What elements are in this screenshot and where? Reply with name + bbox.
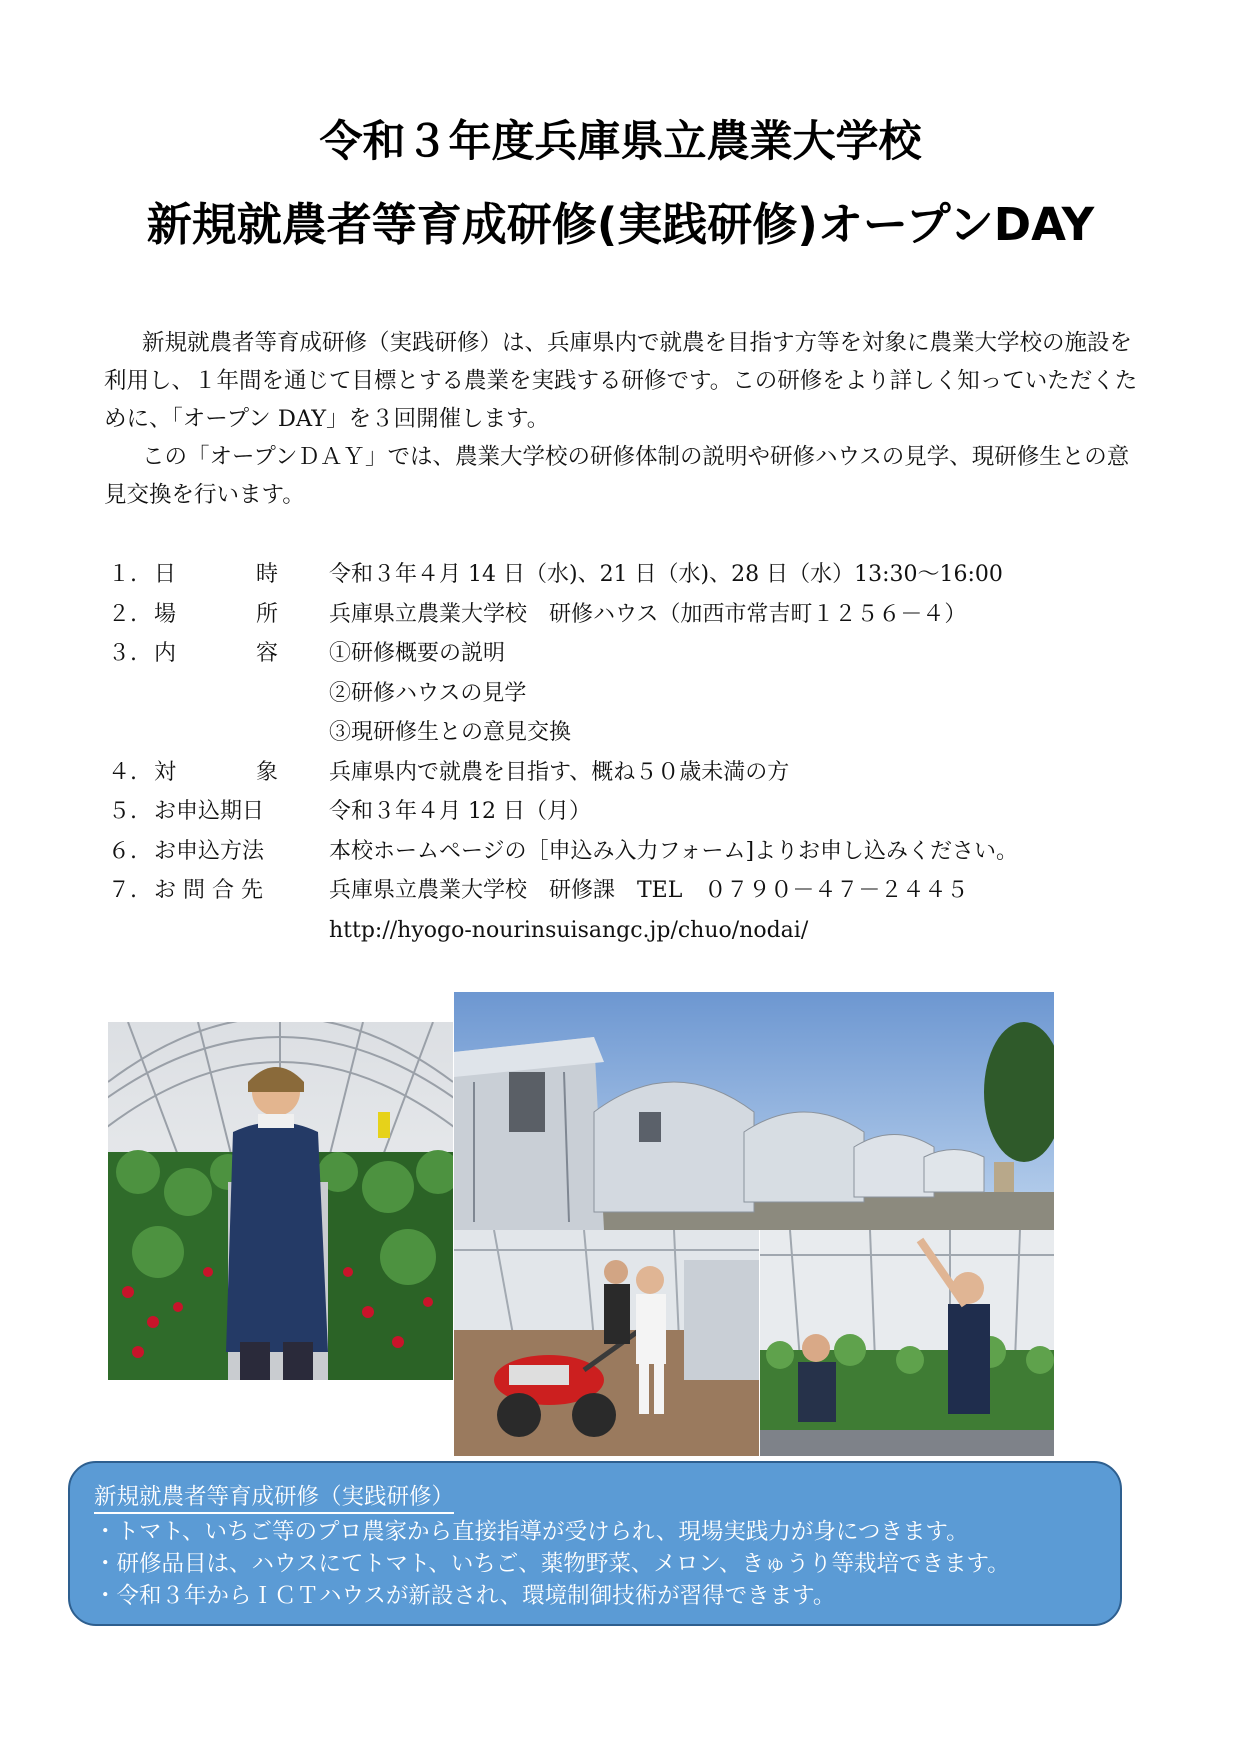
- photo-strawberry-greenhouse: [108, 1022, 453, 1380]
- photo-tomato-greenhouse: [760, 1230, 1054, 1456]
- info-number: ６.: [108, 838, 137, 864]
- info-row: [104, 556, 1144, 594]
- photo-greenhouse-row: [454, 992, 1054, 1230]
- info-label-char: 所: [255, 601, 278, 627]
- info-value: 兵庫県立農業大学校 研修ハウス（加西市常吉町１２５６－４）: [329, 601, 967, 627]
- info-row: [104, 912, 1144, 950]
- info-value: ②研修ハウスの見学: [329, 680, 527, 706]
- photo-tiller-training: [454, 1230, 759, 1456]
- info-label-char: 対: [154, 759, 177, 785]
- info-value: 兵庫県内で就農を目指す、概ね５０歳未満の方: [329, 759, 790, 785]
- info-number: １.: [108, 562, 137, 587]
- intro-paragraph-2: この「オープンＤＡＹ」では、農業大学校の研修体制の説明や研修ハウスの見学、現研修生との意見交換を行います。: [104, 444, 1130, 508]
- info-number: ７.: [108, 878, 137, 903]
- title-line-1: 令和３年度兵庫県立農業大学校: [319, 117, 922, 167]
- info-row: [104, 833, 1144, 871]
- info-number: ５.: [108, 799, 137, 824]
- info-label: [154, 596, 278, 634]
- info-value: 令和３年４月 12 日（月）: [329, 799, 591, 824]
- photo-tomato-greenhouse-image: [760, 1230, 1054, 1456]
- info-label-char: 象: [255, 759, 278, 785]
- info-label: [154, 754, 278, 792]
- highlight-item-1: ・トマト、いちご等のプロ農家から直接指導が受けられ、現場実践力が身につきます。: [94, 1519, 969, 1545]
- info-value: ③現研修生との意見交換: [329, 720, 572, 745]
- highlight-item-3: ・令和３年からＩＣＴハウスが新設され、環境制御技術が習得できます。: [94, 1583, 836, 1609]
- info-value: 兵庫県立農業大学校 研修課 TEL ０７９０－４７－２４４５: [329, 878, 969, 903]
- info-label: お申込期日: [154, 799, 265, 824]
- photo-greenhouse-row-image: [454, 992, 1054, 1230]
- info-label: お 問 合 先: [154, 878, 263, 903]
- info-label-char: 場: [154, 601, 177, 627]
- intro-paragraph-1: 新規就農者等育成研修（実践研修）は、兵庫県内で就農を目指す方等を対象に農業大学校の施設を利用し、１年間を通じて目標とする農業を実践する研修です。この研修をより詳しく知っていただくために、「オープン DAY」を３回開催します。: [104, 330, 1138, 432]
- info-row: [104, 793, 1144, 831]
- info-label: [154, 635, 278, 673]
- info-value: 本校ホームページの［申込み入力フォーム]よりお申し込みください。: [329, 838, 1019, 864]
- highlights-title: 新規就農者等育成研修（実践研修）: [94, 1482, 454, 1514]
- info-label-char: 内: [154, 641, 177, 666]
- highlight-item-2: ・研修品目は、ハウスにてトマト、いちご、薬物野菜、メロン、きゅうり等栽培できます。: [94, 1551, 1010, 1577]
- info-value: ①研修概要の説明: [329, 641, 506, 666]
- info-row: [104, 635, 1144, 673]
- info-row: [104, 754, 1144, 792]
- info-label-char: 容: [255, 641, 278, 666]
- photo-tiller-training-image: [454, 1230, 759, 1456]
- info-label-char: 日: [154, 562, 177, 587]
- info-label-char: 時: [255, 562, 278, 587]
- info-row: [104, 714, 1144, 752]
- info-label: [154, 556, 278, 594]
- info-row: [104, 596, 1144, 634]
- photo-strawberry-greenhouse-image: [108, 1022, 453, 1380]
- info-label: お申込方法: [154, 838, 265, 864]
- info-number: ３.: [108, 641, 137, 666]
- info-row: [104, 872, 1144, 910]
- title-line-2: 新規就農者等育成研修(実践研修)オープンDAY: [146, 198, 1095, 251]
- intro-text: [104, 324, 1144, 514]
- info-value: http://hyogo-nourinsuisangc.jp/chuo/nodai/: [329, 917, 809, 943]
- info-number: ４.: [108, 759, 137, 785]
- info-row: [104, 675, 1144, 713]
- info-number: ２.: [108, 601, 137, 627]
- info-value: 令和３年４月 14 日（水)、21 日（水)、28 日（水）13:30〜16:00: [329, 562, 1003, 587]
- highlights-box: [68, 1461, 1122, 1626]
